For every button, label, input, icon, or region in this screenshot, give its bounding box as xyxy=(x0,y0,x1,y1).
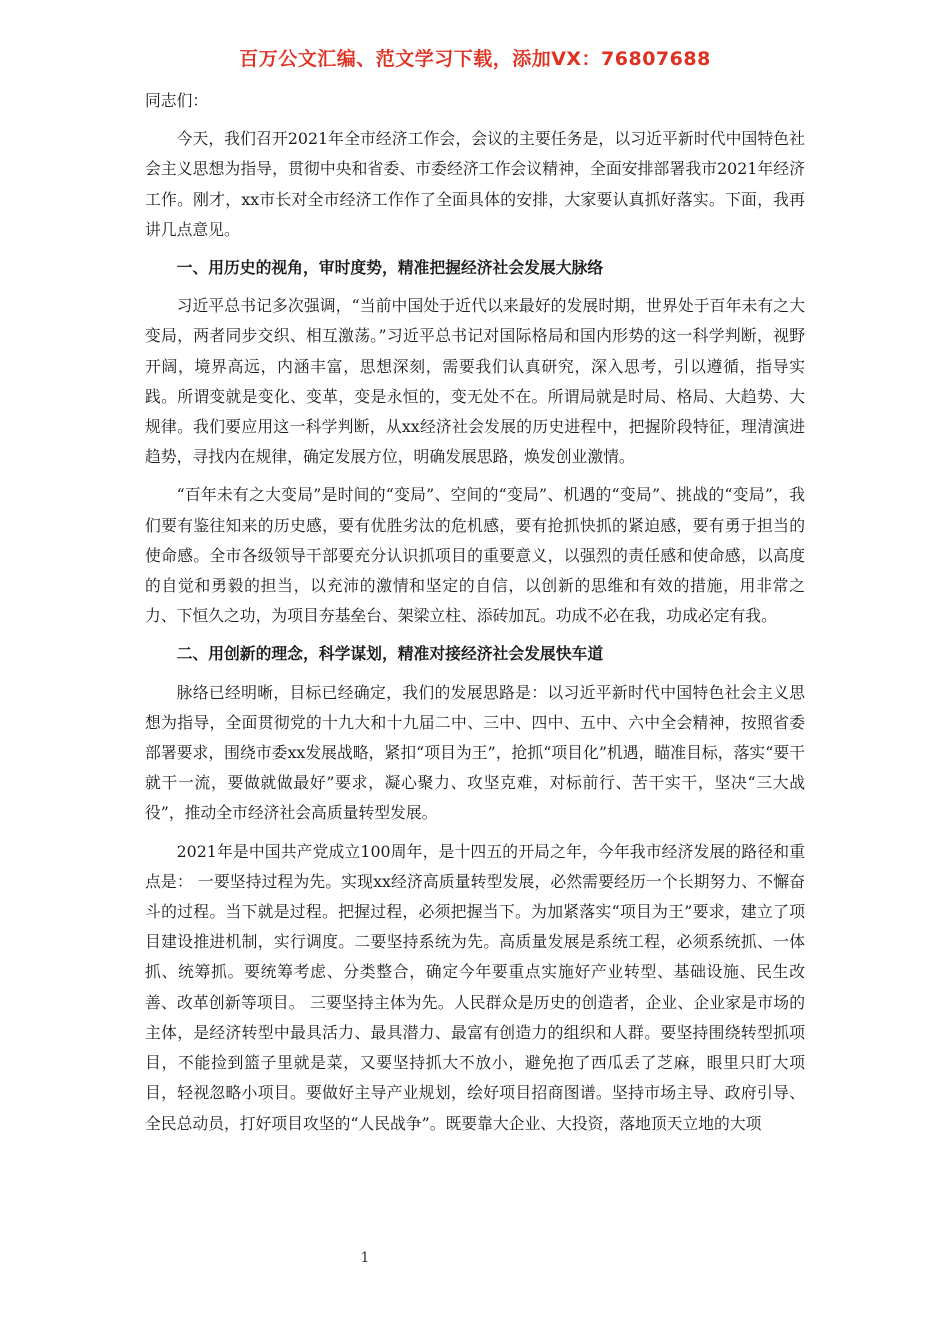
page-number: 1 xyxy=(360,1250,370,1266)
section-2-heading: 二、用创新的理念，科学谋划，精准对接经济社会发展快车道 xyxy=(176,644,604,664)
section-1-paragraph: 习近平总书记多次强调，“当前中国处于近代以来最好的发展时期，世界处于百年未有之大变局，两者同步交织、相互激荡。”习近平总书记对国际格局和国内形势的这一科学判断，视野开阔，境界高远，内涵丰富，思想深刻，需要我们认真研究，深入思考，引以遵循，指导实践。所谓变就是变化、变革，变是永恒的，变无处不在。所谓局就是时局、格局、大趋势、大规律。我们要应用这一科学判断，从xx经济社会发展的历史进程中，把握阶段特征，理清演进趋势，寻找内在规律，确定发展方位，明确发展思路，焕发创业激情。 xyxy=(145,296,805,467)
document-body xyxy=(145,86,805,1147)
promo-banner: 百万公文汇编、范文学习下载，添加VX：76807688 xyxy=(239,48,711,70)
section-2-paragraph: 脉络已经明晰，目标已经确定，我们的发展思路是：以习近平新时代中国特色社会主义思想为指导，全面贯彻党的十九大和十九届二中、三中、四中、五中、六中全会精神，按照省委部署要求，围绕市委xx发展战略，紧扣“项目为王”，抢抓“项目化”机遇，瞄准目标，落实“要干就干一流，要做就做最好”要求，凝心聚力、攻坚克难，对标前行、苦干实干，坚决“三大战役”，推动全市经济社会高质量转型发展。 xyxy=(145,682,805,823)
section-2-paragraph: 2021年是中国共产党成立100周年，是十四五的开局之年，今年我市经济发展的路径和重点是： 一要坚持过程为先。实现xx经济高质量转型发展，必然需要经历一个长期努力、不懈奋斗的过程。当下就是过程。把握过程，必须把握当下。为加紧落实“项目为王”要求，建立了项目建设推进机制，实行调度。二要坚持系统为先。高质量发展是系统工程，必须系统抓、一体抓、统筹抓。要统筹考虑、分类整合，确定今年要重点实施好产业转型、基础设施、民生改善、改革创新等项目。 三要坚持主体为先。人民群众是历史的创造者，企业、企业家是市场的主体，是经济转型中最具活力、最具潜力、最富有创造力的组织和人群。要坚持围绕转型抓项目，不能捡到篮子里就是菜，又要坚持抓大不放小，避免抱了西瓜丢了芝麻，眼里只盯大项目，轻视忽略小项目。要做好主导产业规划，绘好项目招商图谱。坚持市场主导、政府引导、全民总动员，打好项目攻坚的“人民战争”。既要靠大企业、大投资，落地顶天立地的大项 xyxy=(145,841,805,1133)
section-1-paragraph: “百年未有之大变局”是时间的“变局”、空间的“变局”、机遇的“变局”、挑战的“变局”，我们要有鉴往知来的历史感，要有优胜劣汰的危机感，要有抢抓快抓的紧迫感，要有勇于担当的使命感。全市各级领导干部要充分认识抓项目的重要意义，以强烈的责任感和使命感，以高度的自觉和勇毅的担当，以充沛的激情和坚定的自信，以创新的思维和有效的措施，用非常之力、下恒久之功，为项目夯基垒台、架梁立柱、添砖加瓦。功成不必在我，功成必定有我。 xyxy=(145,485,805,626)
greeting: 同志们： xyxy=(145,91,209,110)
intro-paragraph: 今天，我们召开2021年全市经济工作会，会议的主要任务是，以习近平新时代中国特色社会主义思想为指导，贯彻中央和省委、市委经济工作会议精神，全面安排部署我市2021年经济工作。刚才，xx市长对全市经济工作作了全面具体的安排，大家要认真抓好落实。下面，我再讲几点意见。 xyxy=(145,129,805,239)
section-1-heading: 一、用历史的视角，审时度势，精准把握经济社会发展大脉络 xyxy=(176,258,604,278)
